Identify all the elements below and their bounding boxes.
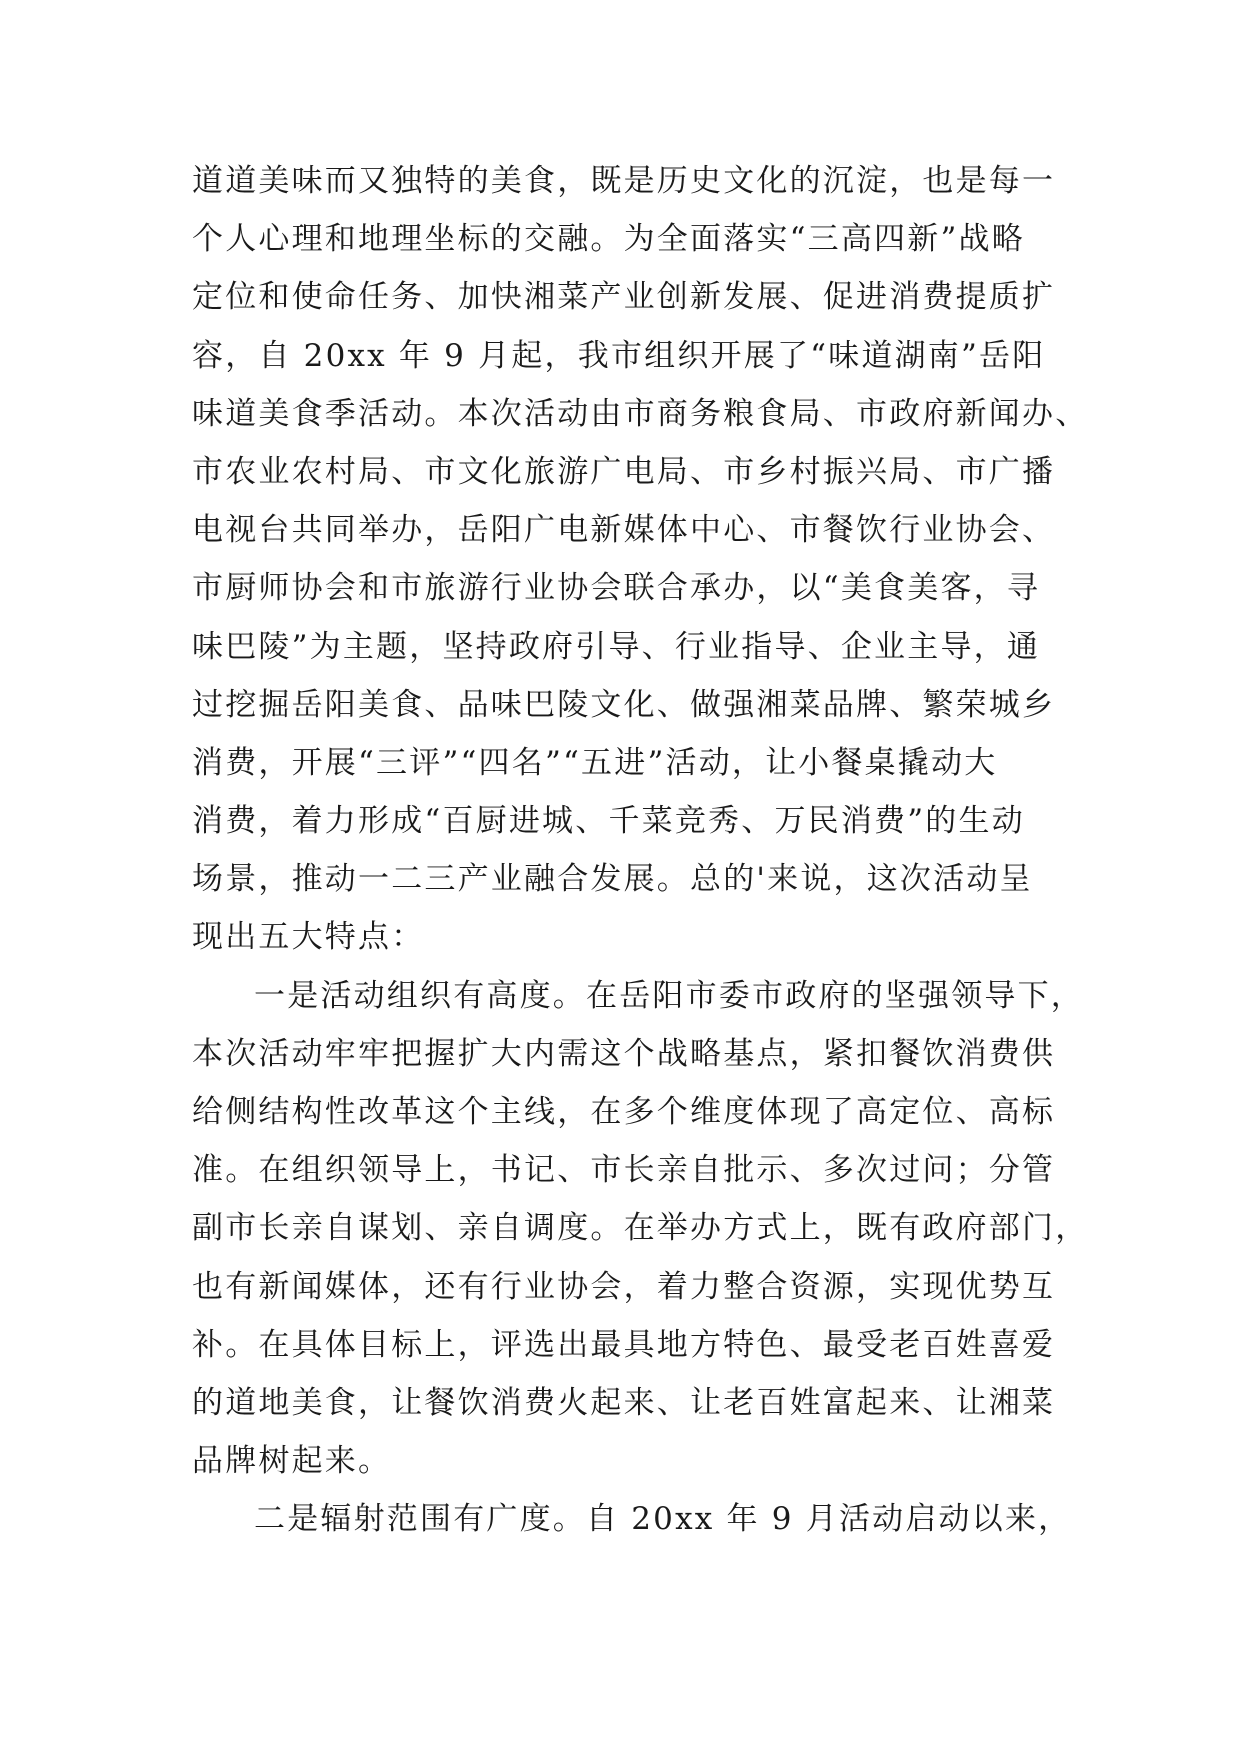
paragraph-first-line: 一是活动组织有高度。在岳阳市委市政府的坚强领导下， xyxy=(254,977,1084,1014)
text-line: 消费，着力形成“百厨进城、千菜竞秀、万民消费”的生动 xyxy=(192,803,1025,840)
text-line: 本次活动牢牢把握扩大内需这个战略基点，紧扣餐饮消费供 xyxy=(192,1035,1056,1072)
text-line: 过挖掘岳阳美食、品味巴陵文化、做强湘菜品牌、繁荣城乡 xyxy=(192,686,1056,723)
text-line: 也有新闻媒体，还有行业协会，着力整合资源，实现优势互 xyxy=(192,1268,1056,1305)
text-line: 味巴陵”为主题，坚持政府引导、行业指导、企业主导，通 xyxy=(192,628,1041,665)
document-body xyxy=(192,152,1089,1549)
text-line: 市厨师协会和市旅游行业协会联合承办，以“美食美客，寻 xyxy=(192,570,1041,607)
text-line: 电视台共同举办，岳阳广电新媒体中心、市餐饮行业协会、 xyxy=(192,512,1056,549)
text-line: 现出五大特点： xyxy=(192,919,425,956)
text-line: 给侧结构性改革这个主线，在多个维度体现了高定位、高标 xyxy=(192,1094,1056,1130)
paragraph-first-line: 二是辐射范围有广度。自 20xx 年 9 月活动启动以来， xyxy=(254,1501,1072,1538)
text-line: 味道美食季活动。本次活动由市商务粮食局、市政府新闻办、 xyxy=(192,395,1089,432)
text-line: 定位和使命任务、加快湘菜产业创新发展、促进消费提质扩 xyxy=(192,279,1056,316)
text-line: 道道美味而又独特的美食，既是历史文化的沉淀，也是每一 xyxy=(192,163,1056,199)
text-line: 补。在具体目标上，评选出最具地方特色、最受老百姓喜爱 xyxy=(192,1326,1056,1363)
text-line: 准。在组织领导上，书记、市长亲自批示、多次过问；分管 xyxy=(192,1152,1056,1189)
text-line: 品牌树起来。 xyxy=(192,1443,392,1480)
text-line: 场景，推动一二三产业融合发展。总的'来说，这次活动呈 xyxy=(192,861,1033,898)
text-line: 市农业农村局、市文化旅游广电局、市乡村振兴局、市广播 xyxy=(192,453,1056,490)
text-line: 消费，开展“三评”“四名”“五进”活动，让小餐桌撬动大 xyxy=(192,744,998,781)
text-line: 个人心理和地理坐标的交融。为全面落实“三高四新”战略 xyxy=(192,221,1025,258)
text-line: 的道地美食，让餐饮消费火起来、让老百姓富起来、让湘菜 xyxy=(192,1384,1056,1421)
text-line: 容，自 20xx 年 9 月起，我市组织开展了“味道湖南”岳阳 xyxy=(192,337,1046,374)
text-line: 副市长亲自谋划、亲自调度。在举办方式上，既有政府部门， xyxy=(192,1210,1089,1247)
